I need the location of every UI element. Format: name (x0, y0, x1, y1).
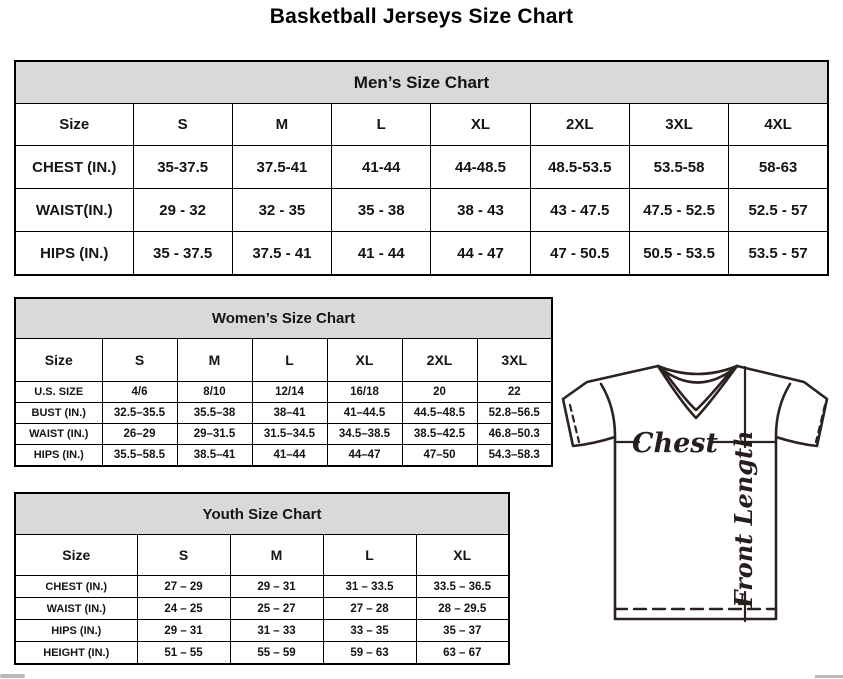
size-cell: 4/6 (102, 382, 177, 403)
col-header: M (177, 339, 252, 382)
size-cell: 52.8–56.5 (477, 403, 552, 424)
table-row (15, 382, 552, 403)
row-label: HIPS (IN.) (15, 620, 137, 642)
front-length-label: Front Length (729, 430, 758, 608)
size-cell: 58-63 (729, 146, 828, 189)
size-cell: 59 – 63 (323, 642, 416, 665)
header-row (15, 339, 552, 382)
col-header: S (102, 339, 177, 382)
size-cell: 38 - 43 (431, 189, 530, 232)
col-header: XL (416, 535, 509, 576)
row-label: BUST (IN.) (15, 403, 102, 424)
size-cell: 48.5-53.5 (530, 146, 629, 189)
size-cell: 16/18 (327, 382, 402, 403)
row-label: HEIGHT (IN.) (15, 642, 137, 665)
size-cell: 33.5 – 36.5 (416, 576, 509, 598)
size-cell: 53.5 - 57 (729, 232, 828, 276)
jersey-armhole-seam-left (601, 384, 615, 436)
page-title: Basketball Jerseys Size Chart (269, 5, 574, 28)
col-header: 2XL (402, 339, 477, 382)
size-cell: 12/14 (252, 382, 327, 403)
size-cell: 41 - 44 (332, 232, 431, 276)
size-cell: 35-37.5 (133, 146, 232, 189)
table-title-row (15, 61, 828, 104)
size-cell: 29 – 31 (137, 620, 230, 642)
jersey-armhole-seam-right (776, 384, 790, 436)
size-cell: 38.5–41 (177, 445, 252, 467)
size-cell: 41-44 (332, 146, 431, 189)
size-cell: 37.5-41 (232, 146, 331, 189)
size-cell: 44–47 (327, 445, 402, 467)
size-cell: 54.3–58.3 (477, 445, 552, 467)
size-cell: 44.5–48.5 (402, 403, 477, 424)
col-header: 3XL (477, 339, 552, 382)
size-cell: 35 - 38 (332, 189, 431, 232)
col-header: M (230, 535, 323, 576)
size-cell: 35.5–38 (177, 403, 252, 424)
size-cell: 8/10 (177, 382, 252, 403)
scrollbar-thumb-fragment-left[interactable] (0, 674, 25, 678)
size-cell: 53.5-58 (629, 146, 728, 189)
col-header: Size (15, 535, 137, 576)
womens-size-chart-table (14, 297, 553, 467)
size-cell: 28 – 29.5 (416, 598, 509, 620)
size-cell: 35 - 37.5 (133, 232, 232, 276)
header-row (15, 535, 509, 576)
youth-size-chart-table (14, 492, 510, 665)
jersey-collar-arc-outer (658, 366, 737, 374)
size-cell: 25 – 27 (230, 598, 323, 620)
table-row (15, 620, 509, 642)
size-cell: 38–41 (252, 403, 327, 424)
row-label: HIPS (IN.) (15, 445, 102, 467)
size-cell: 35.5–58.5 (102, 445, 177, 467)
col-header: M (232, 104, 331, 146)
table-row (15, 189, 828, 232)
size-cell: 44-48.5 (431, 146, 530, 189)
row-label: WAIST (IN.) (15, 424, 102, 445)
size-cell: 37.5 - 41 (232, 232, 331, 276)
jersey-outline (563, 366, 827, 619)
size-cell: 52.5 - 57 (729, 189, 828, 232)
size-cell: 47–50 (402, 445, 477, 467)
size-cell: 38.5–42.5 (402, 424, 477, 445)
size-cell: 55 – 59 (230, 642, 323, 665)
size-cell: 32 - 35 (232, 189, 331, 232)
size-cell: 31 – 33 (230, 620, 323, 642)
size-cell: 34.5–38.5 (327, 424, 402, 445)
jersey-measurement-diagram (555, 352, 840, 624)
size-cell: 32.5–35.5 (102, 403, 177, 424)
table-row (15, 642, 509, 665)
size-cell: 27 – 28 (323, 598, 416, 620)
table-row (15, 576, 509, 598)
col-header: 3XL (629, 104, 728, 146)
col-header: XL (327, 339, 402, 382)
size-cell: 47.5 - 52.5 (629, 189, 728, 232)
womens-chart-title: Women’s Size Chart (15, 298, 552, 339)
size-cell: 31 – 33.5 (323, 576, 416, 598)
col-header: S (137, 535, 230, 576)
table-title-row (15, 493, 509, 535)
size-cell: 44 - 47 (431, 232, 530, 276)
col-header: Size (15, 339, 102, 382)
size-cell: 29–31.5 (177, 424, 252, 445)
size-cell: 41–44.5 (327, 403, 402, 424)
youth-chart-title: Youth Size Chart (15, 493, 509, 535)
row-label: WAIST (IN.) (15, 598, 137, 620)
size-cell: 46.8–50.3 (477, 424, 552, 445)
size-cell: 35 – 37 (416, 620, 509, 642)
table-row (15, 424, 552, 445)
row-label: CHEST (IN.) (15, 576, 137, 598)
size-cell: 51 – 55 (137, 642, 230, 665)
size-cell: 22 (477, 382, 552, 403)
table-title-row (15, 298, 552, 339)
size-cell: 20 (402, 382, 477, 403)
size-cell: 63 – 67 (416, 642, 509, 665)
header-row (15, 104, 828, 146)
table-row (15, 232, 828, 276)
col-header: 4XL (729, 104, 828, 146)
table-row (15, 403, 552, 424)
size-cell: 29 – 31 (230, 576, 323, 598)
row-label: CHEST (IN.) (15, 146, 133, 189)
col-header: L (332, 104, 431, 146)
col-header: S (133, 104, 232, 146)
row-label: WAIST(IN.) (15, 189, 133, 232)
table-row (15, 598, 509, 620)
col-header: L (323, 535, 416, 576)
row-label: U.S. SIZE (15, 382, 102, 403)
mens-size-chart-table (14, 60, 829, 276)
size-cell: 33 – 35 (323, 620, 416, 642)
size-cell: 26–29 (102, 424, 177, 445)
scrollbar-thumb-fragment-right[interactable] (815, 675, 843, 678)
size-cell: 41–44 (252, 445, 327, 467)
row-label: HIPS (IN.) (15, 232, 133, 276)
size-cell: 43 - 47.5 (530, 189, 629, 232)
size-cell: 24 – 25 (137, 598, 230, 620)
table-row (15, 146, 828, 189)
size-cell: 27 – 29 (137, 576, 230, 598)
table-row (15, 445, 552, 467)
chest-label: Chest (632, 428, 718, 459)
col-header: 2XL (530, 104, 629, 146)
mens-chart-title: Men’s Size Chart (15, 61, 828, 104)
col-header: Size (15, 104, 133, 146)
col-header: L (252, 339, 327, 382)
size-cell: 50.5 - 53.5 (629, 232, 728, 276)
size-cell: 29 - 32 (133, 189, 232, 232)
col-header: XL (431, 104, 530, 146)
size-cell: 31.5–34.5 (252, 424, 327, 445)
size-cell: 47 - 50.5 (530, 232, 629, 276)
